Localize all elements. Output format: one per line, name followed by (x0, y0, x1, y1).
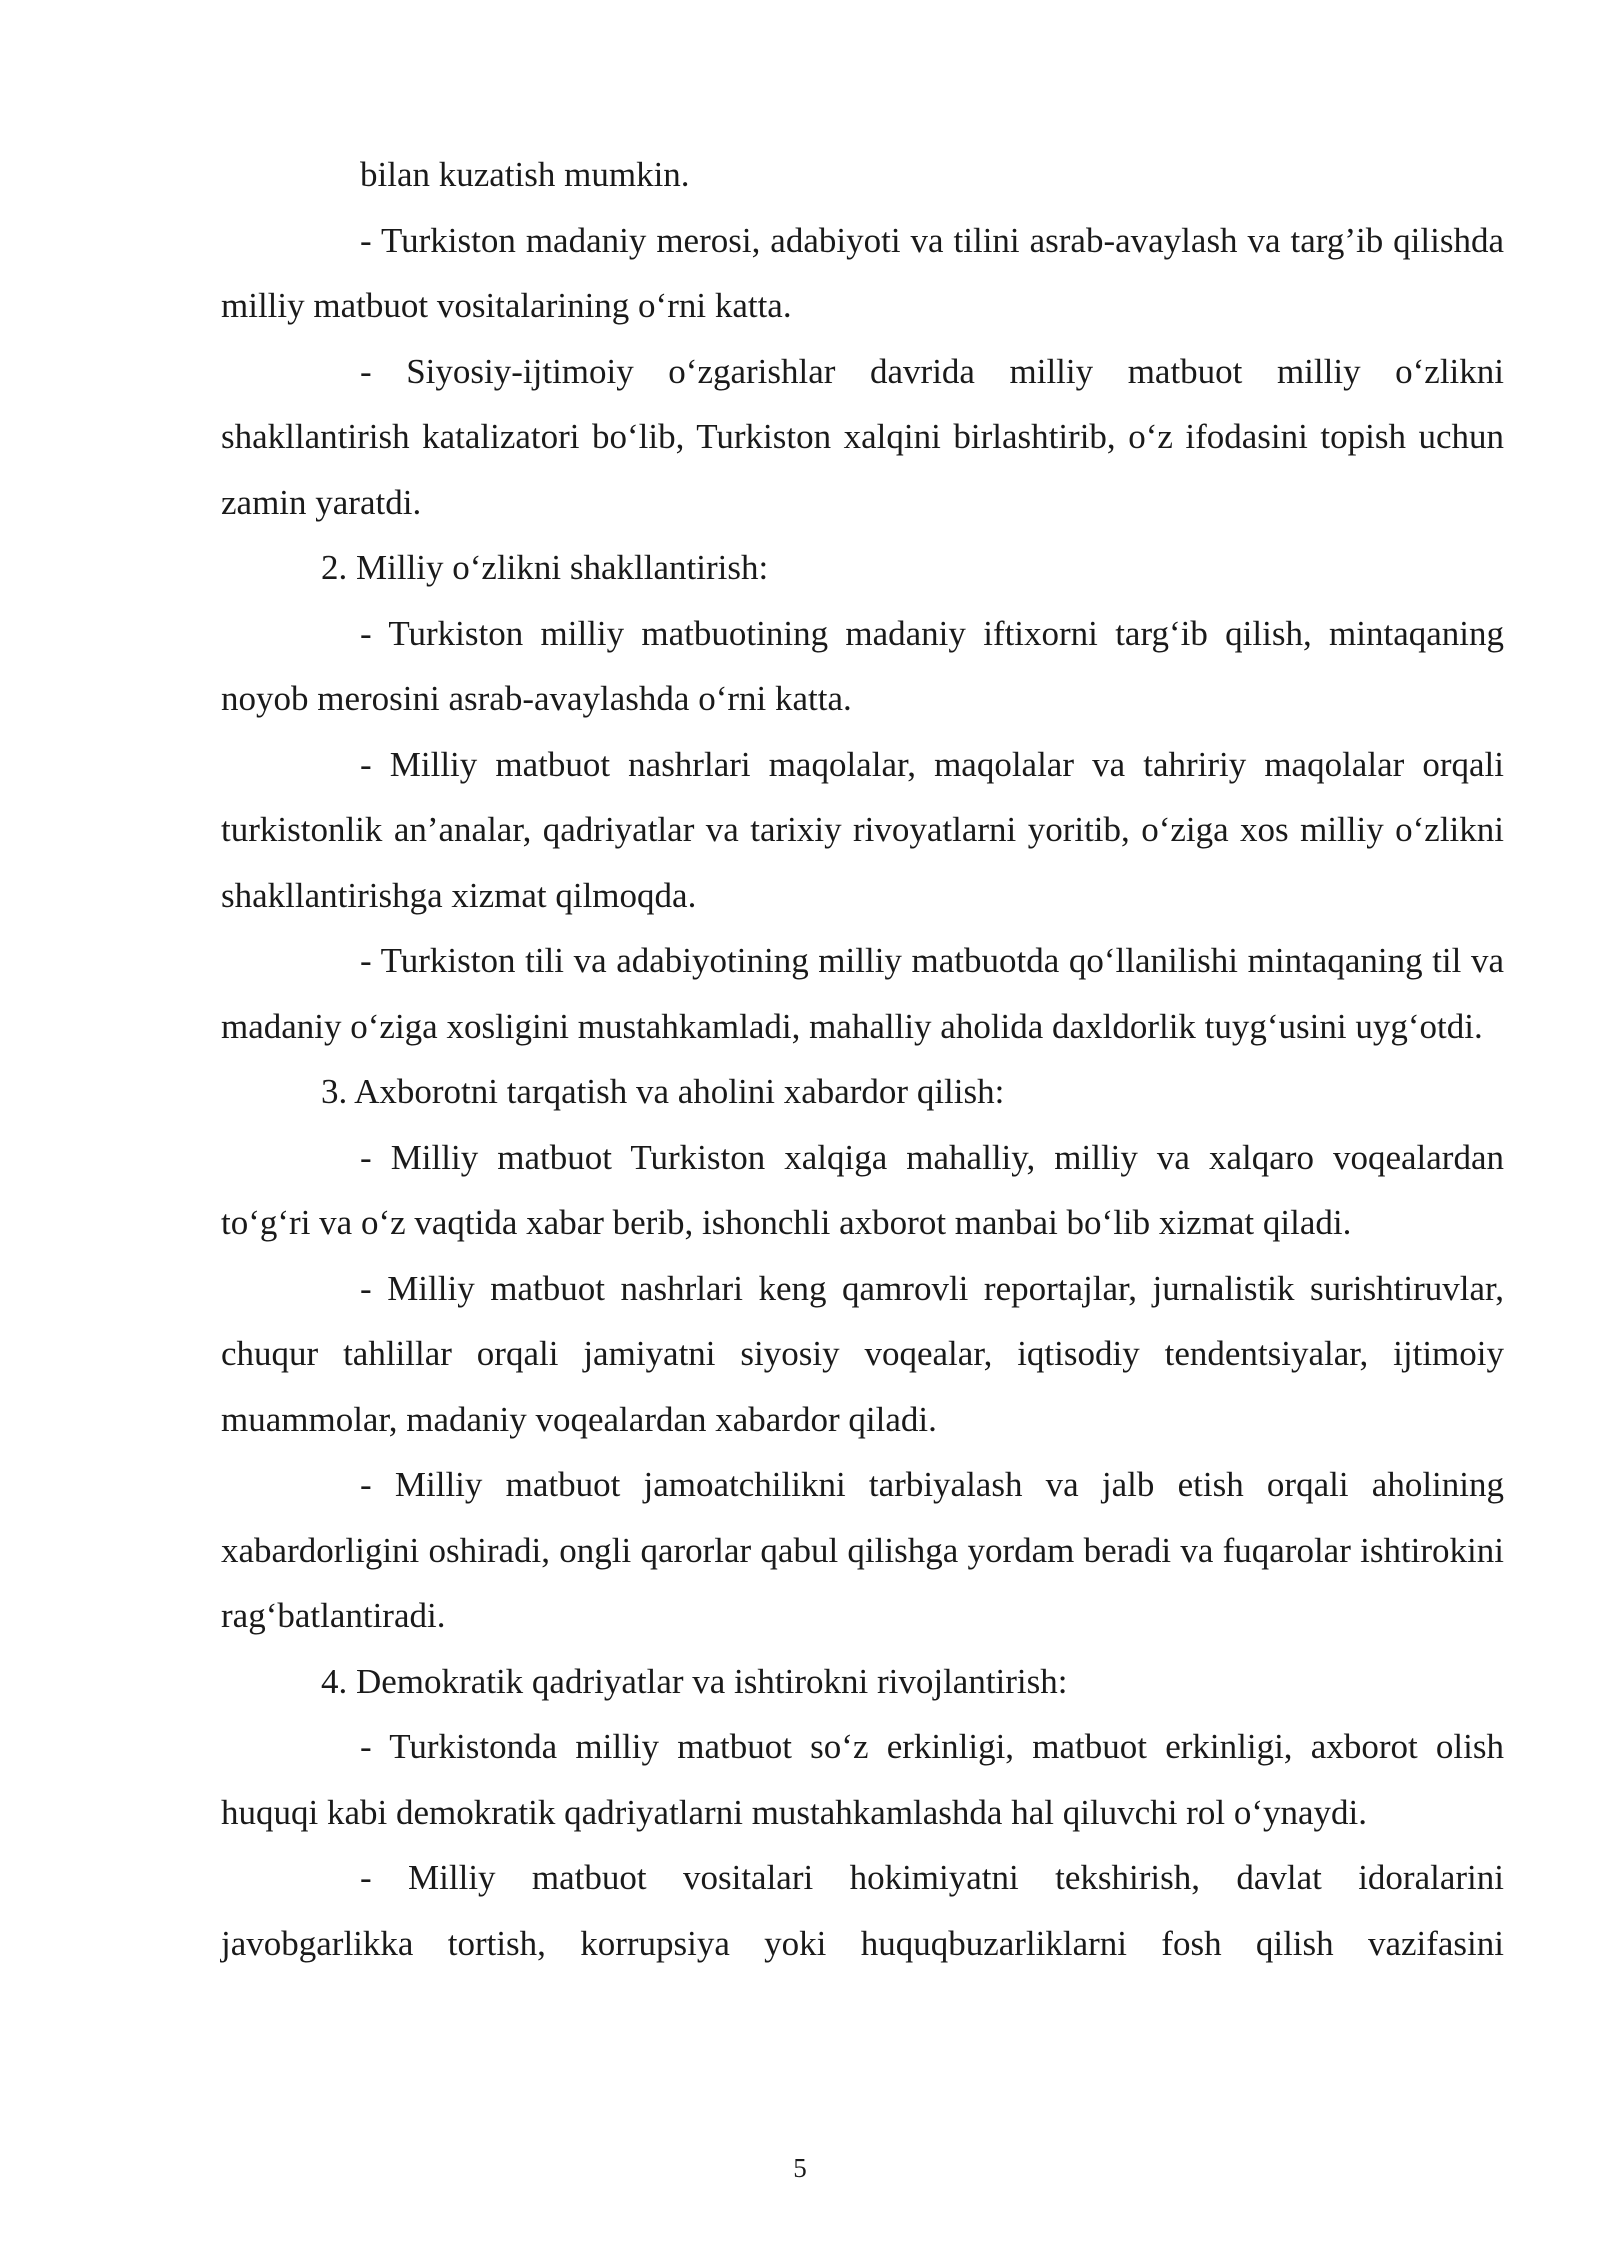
bullet-paragraph: - Milliy matbuot nashrlari keng qamrovli reportajlar, jurnalistik surishtiruvlar, chuqur tahlillar orqali jamiyatni siyosiy voqealar, iqtisodiy tendentsiyalar, ijtimoiy muammolar, madaniy voqealardan xabardor qiladi. (221, 1268, 1504, 1439)
bullet-paragraph: - Turkiston madaniy merosi, adabiyoti va tilini asrab-avaylash va targ’ib qilishda milliy matbuot vositalarining o‘rni katta. (221, 220, 1504, 325)
bullet-paragraph: - Milliy matbuot jamoatchilikni tarbiyalash va jalb etish orqali aholining xabardorligini oshiradi, ongli qarorlar qabul qilishga yordam beradi va fuqarolar ishtirokini rag‘batlantiradi. (221, 1465, 1504, 1635)
bullet-paragraph: - Milliy matbuot Turkiston xalqiga mahalliy, milliy va xalqaro voqealardan to‘g‘ri va o‘z vaqtida xabar berib, ishonchli axborot manbai bo‘lib xizmat qiladi. (221, 1137, 1504, 1242)
bullet-paragraph: - Siyosiy-ijtimoiy o‘zgarishlar davrida milliy matbuot milliy o‘zlikni shakllantirish katalizatori bo‘lib, Turkiston xalqini birlashtirib, o‘z ifodasini topish uchun zamin yaratdi. (221, 351, 1504, 522)
document-body (221, 142, 1504, 1976)
section-heading: 2. Milliy o‘zlikni shakllantirish: (321, 548, 769, 587)
bullet-paragraph-continued: - Milliy matbuot vositalari hokimiyatni tekshirish, davlat idoralarini javobgarlikka tortish, korrupsiya yoki huquqbuzarliklarni fosh qilish vazifasini (221, 1858, 1504, 1963)
page-number: 5 (793, 2153, 807, 2183)
bullet-paragraph: - Turkiston tili va adabiyotining milliy matbuotda qo‘llanilishi mintaqaning til va madaniy o‘ziga xosligini mustahkamladi, mahalliy aholida daxldorlik tuyg‘usini uyg‘otdi. (221, 941, 1504, 1046)
bullet-paragraph: - Turkistonda milliy matbuot so‘z erkinligi, matbuot erkinligi, axborot olish huquqi kabi demokratik qadriyatlarni mustahkamlashda hal qiluvchi rol o‘ynaydi. (221, 1727, 1504, 1832)
bullet-paragraph: - Turkiston milliy matbuotining madaniy iftixorni targ‘ib qilish, mintaqaning noyob merosini asrab-avaylashda o‘rni katta. (221, 613, 1504, 718)
paragraph-continuation: bilan kuzatish mumkin. (360, 155, 690, 194)
section-heading: 4. Demokratik qadriyatlar va ishtirokni rivojlantirish: (321, 1661, 1068, 1701)
bullet-paragraph: - Milliy matbuot nashrlari maqolalar, maqolalar va tahririy maqolalar orqali turkistonlik an’analar, qadriyatlar va tarixiy rivoyatlarni yoritib, o‘ziga xos milliy o‘zlikni shakllantirishga xizmat qilmoqda. (221, 744, 1504, 915)
section-heading: 3. Axborotni tarqatish va aholini xabardor qilish: (321, 1072, 1005, 1111)
